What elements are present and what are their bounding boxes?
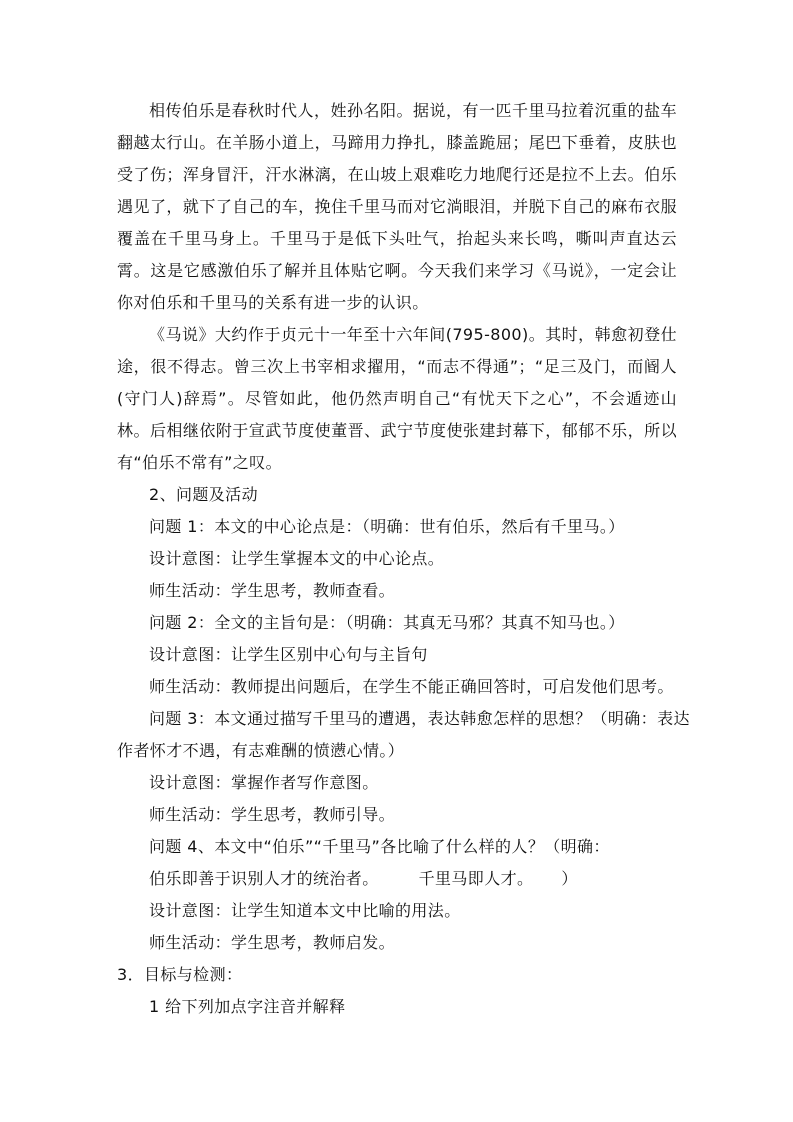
- intro-paragraph: 相传伯乐是春秋时代人，姓孙名阳。据说，有一匹千里马拉着沉重的盐车翻越太行山。在羊肠小道上，马蹄用力挣扎，膝盖跪屈；尾巴下垂着，皮肤也受了伤；浑身冒汗，汗水淋漓，在山坡上艰难吃力地爬行还是拉不上去。伯乐遇见了，就下了自己的车，挽住千里马而对它淌眼泪，并脱下自己的麻布衣服覆盖在千里马身上。千里马于是低下头吐气，抬起头来长鸣，嘶叫声直达云霄。这是它感激伯乐了解并且体贴它啊。今天我们来学习《马说》，一定会让你对伯乐和千里马的关系有进一步的认识。: [117, 101, 677, 312]
- section-2-heading: 2、问题及活动: [149, 485, 258, 504]
- section-3-heading: 3．目标与检测：: [117, 965, 243, 984]
- question-1-intent: 设计意图：让学生掌握本文的中心论点。: [149, 549, 445, 568]
- question-4-line-2: [117, 863, 677, 895]
- question-1-activity: 师生活动：学生思考，教师查看。: [149, 581, 396, 600]
- question-4-intent: 设计意图：让学生知道本文中比喻的用法。: [149, 901, 461, 920]
- question-4-line-1: 问题 4、本文中“伯乐”“千里马”各比喻了什么样的人？（明确：: [149, 837, 610, 856]
- question-4-activity: 师生活动：学生思考，教师启发。: [149, 933, 396, 952]
- question-2: 问题 2：全文的主旨句是：（明确：其真无马邪？其真不知马也。）: [149, 613, 625, 632]
- question-4-close-paren: ）: [561, 869, 578, 888]
- document-page: [117, 95, 690, 1023]
- question-4-answer-horse: 千里马即人才。: [418, 869, 534, 888]
- question-2-activity: 师生活动：教师提出问题后，在学生不能正确回答时，可启发他们思考。: [149, 677, 674, 696]
- question-4-answer-bole: 伯乐即善于识别人才的统治者。: [149, 869, 379, 888]
- question-3-activity: 师生活动：学生思考，教师引导。: [149, 805, 396, 824]
- question-3-line-1: 问题 3：本文通过描写千里马的遭遇，表达韩愈怎样的思想？（明确：表达: [149, 709, 690, 728]
- question-3-intent: 设计意图：掌握作者写作意图。: [149, 773, 379, 792]
- question-3-line-2: 作者怀才不遇，有志难酬的愤懑心情。）: [117, 741, 405, 760]
- background-paragraph: 《马说》大约作于贞元十一年至十六年间(795-800)。其时，韩愈初登仕途，很不得志。曾三次上书宰相求擢用，“而志不得通”；“足三及门，而阍人(守门人)辞焉”。尽管如此，他仍然声明自己“有忧天下之心”，不会遁迹山林。后相继依附于宣武节度使董晋、武宁节度使张建封幕下，郁郁不乐，所以有“伯乐不常有”之叹。: [117, 325, 677, 472]
- question-2-intent: 设计意图：让学生区别中心句与主旨句: [149, 645, 428, 664]
- section-3-item-1: 1 给下列加点字注音并解释: [149, 997, 346, 1016]
- question-1: 问题 1：本文的中心论点是：（明确：世有伯乐，然后有千里马。）: [149, 517, 625, 536]
